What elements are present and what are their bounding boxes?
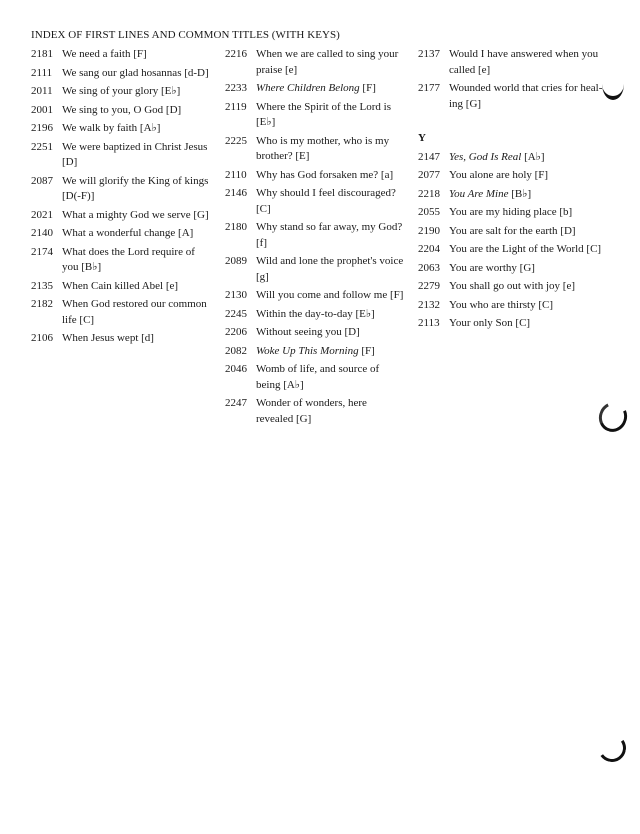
hymn-number: 2196 xyxy=(31,122,53,134)
hymn-title: We will glorify the King of kings [D(-F)] xyxy=(62,174,209,202)
hymn-title: You are the Light of the World [C] xyxy=(449,243,602,255)
hymn-number: 2181 xyxy=(31,48,53,60)
index-entry xyxy=(418,242,603,258)
hymn-title: Why should I feel discouraged? [C] xyxy=(256,187,396,215)
hymn-key: [A♭] xyxy=(521,150,545,163)
index-column-1 xyxy=(31,47,211,350)
index-entry xyxy=(31,47,211,63)
binder-hole-mark-bottom xyxy=(596,732,628,764)
hymn-number: 2077 xyxy=(418,169,440,181)
hymn-key: [F] xyxy=(359,82,376,94)
index-entry xyxy=(418,187,603,203)
index-entry xyxy=(418,279,603,295)
index-entry xyxy=(31,331,211,347)
hymn-number: 2082 xyxy=(225,344,247,357)
hymn-title: Within the day-to-day [E♭] xyxy=(256,307,375,320)
hymn-number: 2180 xyxy=(225,221,247,233)
index-entry xyxy=(418,81,603,112)
index-entry xyxy=(225,168,405,184)
hymn-title: You who are thirsty [C] xyxy=(449,298,553,311)
hymn-title: We sing of your glory [E♭] xyxy=(62,85,181,97)
index-entry xyxy=(418,316,603,332)
hymn-number: 2046 xyxy=(225,363,247,375)
hymn-title: We sang our glad hosannas [d-D] xyxy=(62,66,209,79)
hymn-number: 2113 xyxy=(418,317,440,329)
hymn-title: You are salt for the earth [D] xyxy=(449,224,576,237)
hymn-title: When Jesus wept [d] xyxy=(62,332,154,344)
index-entry xyxy=(418,150,603,166)
index-entry xyxy=(225,325,405,341)
hymn-number: 2279 xyxy=(418,280,440,292)
hymn-title: Wonder of wonders, here revealed [G] xyxy=(256,397,367,425)
index-entry xyxy=(31,84,211,100)
hymn-number: 2225 xyxy=(225,134,247,147)
hymn-title-italic: Woke Up This Morning xyxy=(256,344,359,357)
hymn-title: We need a faith [F] xyxy=(62,48,147,60)
index-column-3 xyxy=(418,47,603,335)
index-entry xyxy=(225,362,405,393)
hymn-number: 2135 xyxy=(31,279,53,292)
index-entry xyxy=(225,396,405,427)
hymn-title: Why stand so far away, my God? [f] xyxy=(256,221,403,249)
hymn-number: 2218 xyxy=(418,187,440,200)
hymn-number: 2204 xyxy=(418,243,440,255)
hymn-title: We were baptized in Christ Jesus [D] xyxy=(62,140,208,168)
hymn-number: 2177 xyxy=(418,82,440,94)
index-entry xyxy=(225,186,405,217)
index-entry xyxy=(31,174,211,205)
hymn-number: 2063 xyxy=(418,261,440,274)
hymn-title: You shall go out with joy [e] xyxy=(449,280,575,292)
hymn-title: Without seeing you [D] xyxy=(256,326,360,338)
hymn-title: We walk by faith [A♭] xyxy=(62,122,161,134)
hymn-number: 2216 xyxy=(225,48,247,60)
hymn-title: When we are called to sing your praise [e] xyxy=(256,48,399,76)
hymn-number: 2011 xyxy=(31,85,53,97)
hymn-title: Womb of life, and source of being [A♭] xyxy=(256,363,380,391)
index-entry xyxy=(225,81,405,97)
index-column-2 xyxy=(225,47,405,430)
index-entry xyxy=(31,121,211,137)
hymn-number: 2206 xyxy=(225,326,247,338)
hymn-number: 2174 xyxy=(31,245,53,258)
index-entry xyxy=(418,205,603,221)
hymn-number: 2087 xyxy=(31,174,53,187)
index-entry xyxy=(225,254,405,285)
hymn-key: [B♭] xyxy=(508,187,532,200)
hymn-title: Your only Son [C] xyxy=(449,317,531,329)
index-entry xyxy=(31,103,211,119)
hymn-number: 2055 xyxy=(418,206,440,218)
index-entry xyxy=(418,47,603,78)
hymn-title: You alone are holy [F] xyxy=(449,169,549,181)
index-entry xyxy=(225,100,405,131)
hymn-number: 2132 xyxy=(418,298,440,311)
hymn-number: 2137 xyxy=(418,48,440,60)
index-entry xyxy=(225,307,405,323)
binder-hole-mark-middle xyxy=(595,398,632,436)
index-entry xyxy=(418,168,603,184)
hymn-title: Wild and lone the prophet's voice [g] xyxy=(256,255,404,283)
index-entry xyxy=(31,297,211,328)
hymn-number: 2111 xyxy=(31,66,53,79)
hymn-number: 2245 xyxy=(225,307,247,320)
section-letter-heading: Y xyxy=(418,132,426,144)
hymn-title: Why has God forsaken me? [a] xyxy=(256,168,394,181)
hymn-number: 2130 xyxy=(225,289,247,301)
hymn-title: We sing to you, O God [D] xyxy=(62,103,182,116)
hymn-title: Wounded world that cries for heal-ing [G] xyxy=(449,82,603,110)
index-entry xyxy=(31,226,211,242)
hymn-title-italic: You Are Mine xyxy=(449,187,509,200)
hymn-number: 2247 xyxy=(225,397,247,409)
hymn-title-italic: Yes, God Is Real xyxy=(449,150,522,163)
hymn-title: Will you come and follow me [F] xyxy=(256,289,404,301)
index-entry xyxy=(31,140,211,171)
hymn-number: 2233 xyxy=(225,82,247,94)
index-entry xyxy=(31,208,211,224)
hymn-number: 2089 xyxy=(225,255,247,267)
hymn-title: Would I have answered when you called [e] xyxy=(449,48,599,76)
hymn-number: 2110 xyxy=(225,168,247,181)
hymn-title: What a wonderful change [A] xyxy=(62,227,194,239)
hymn-number: 2190 xyxy=(418,224,440,237)
index-entry xyxy=(418,298,603,314)
hymn-number: 2140 xyxy=(31,227,53,239)
index-entry xyxy=(225,288,405,304)
hymn-title: You are worthy [G] xyxy=(449,261,535,274)
index-entry xyxy=(31,245,211,276)
index-entry xyxy=(225,134,405,165)
hymn-number: 2001 xyxy=(31,103,53,116)
hymn-number: 2119 xyxy=(225,100,247,113)
index-entry xyxy=(418,261,603,277)
index-entry xyxy=(31,66,211,82)
binder-hole-mark-top xyxy=(602,84,624,100)
index-entry xyxy=(31,279,211,295)
hymn-number: 2147 xyxy=(418,150,440,163)
index-entry xyxy=(225,344,405,360)
hymn-number: 2021 xyxy=(31,208,53,221)
hymn-title: When God restored our common life [C] xyxy=(62,298,207,326)
page-title: INDEX OF FIRST LINES AND COMMON TITLES (WITH KEYS) xyxy=(31,29,340,41)
hymn-title: What does the Lord require of you [B♭] xyxy=(62,245,195,273)
hymn-title: Who is my mother, who is my brother? [E] xyxy=(256,134,390,162)
hymn-number: 2182 xyxy=(31,298,53,310)
hymn-key: [F] xyxy=(358,344,375,357)
hymn-title-italic: Where Children Belong xyxy=(256,82,360,94)
hymn-title: Where the Spirit of the Lord is [E♭] xyxy=(256,100,392,128)
index-entry xyxy=(225,220,405,251)
hymn-number: 2106 xyxy=(31,332,53,344)
hymn-title: You are my hiding place [b] xyxy=(449,206,573,218)
hymn-title: When Cain killed Abel [e] xyxy=(62,279,179,292)
hymn-title: What a mighty God we serve [G] xyxy=(62,208,209,221)
index-entry xyxy=(418,224,603,240)
index-entry xyxy=(225,47,405,78)
hymn-number: 2251 xyxy=(31,140,53,153)
hymn-number: 2146 xyxy=(225,187,247,199)
